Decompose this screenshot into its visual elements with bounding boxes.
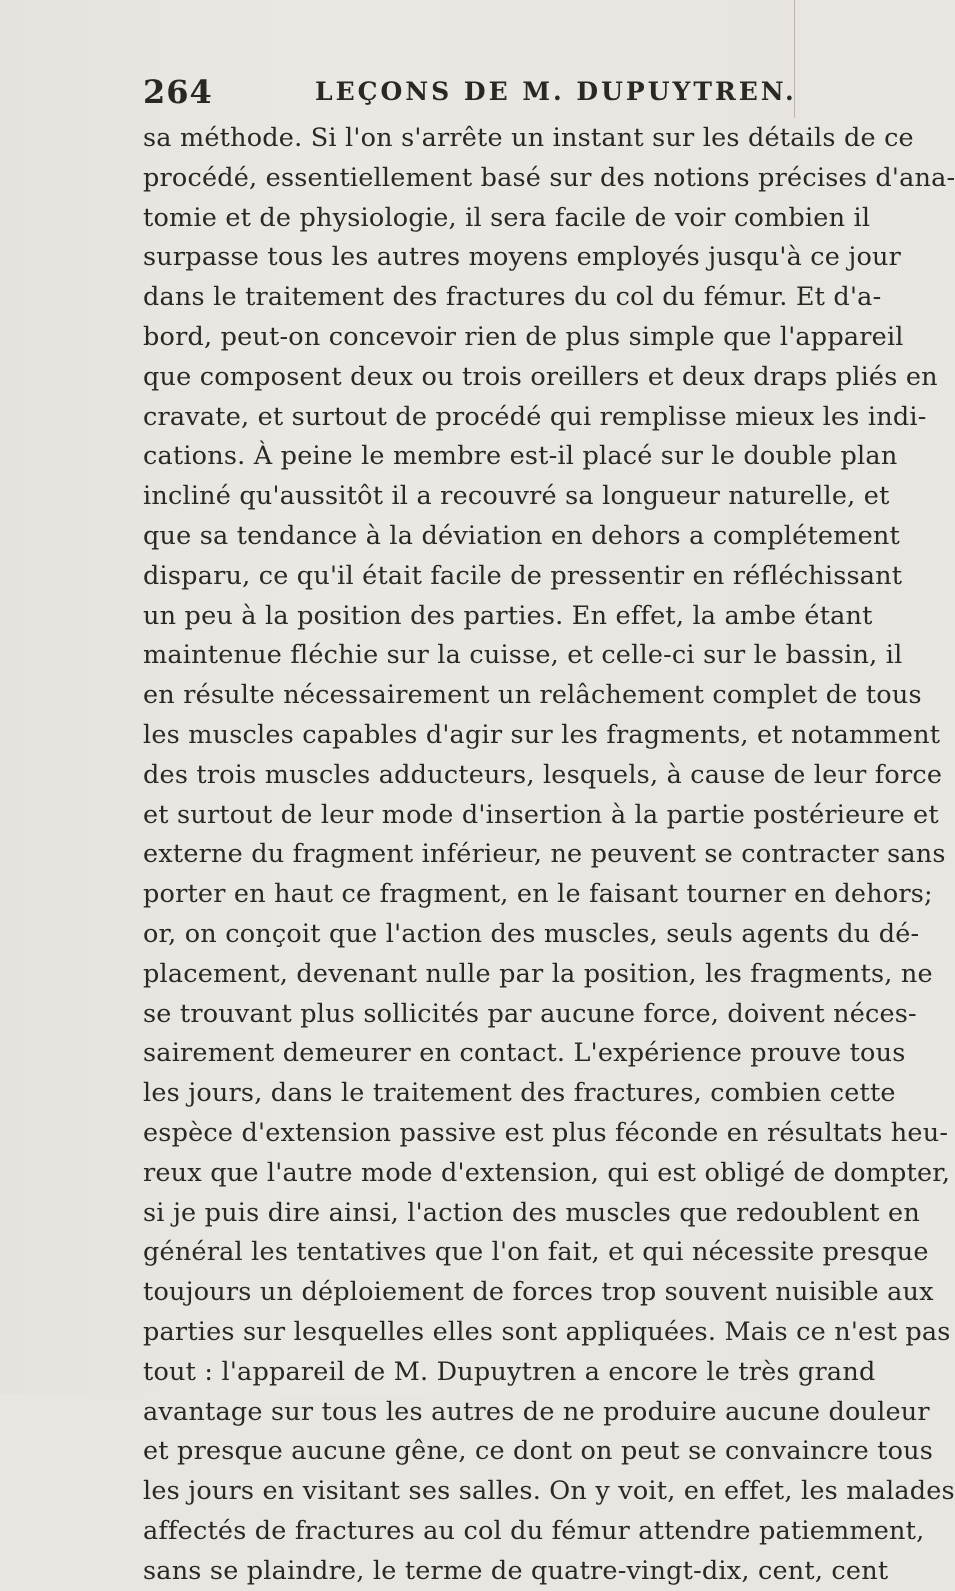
text-line: en résulte nécessairement un relâchement complet de tous — [143, 680, 922, 711]
text-line: porter en haut ce fragment, en le faisant tourner en dehors; — [143, 879, 933, 910]
text-line: sairement demeurer en contact. L'expérience prouve tous — [143, 1038, 906, 1069]
text-line: incliné qu'aussitôt il a recouvré sa longueur naturelle, et — [143, 481, 890, 512]
text-line: maintenue fléchie sur la cuisse, et celle-ci sur le bassin, il — [143, 640, 903, 671]
text-line: si je puis dire ainsi, l'action des muscles que redoublent en — [143, 1197, 920, 1228]
text-line: se trouvant plus sollicités par aucune force, doivent néces- — [143, 998, 917, 1029]
text-line: espèce d'extension passive est plus féconde en résultats heu- — [143, 1117, 949, 1148]
text-line: un peu à la position des parties. En effet, la ambe étant — [143, 600, 873, 631]
text-line: reux que l'autre mode d'extension, qui est obligé de dompter, — [143, 1157, 951, 1188]
text-line: placement, devenant nulle par la position, les fragments, ne — [143, 958, 933, 989]
text-line: des trois muscles adducteurs, lesquels, à cause de leur force — [143, 759, 943, 790]
text-line: et presque aucune gêne, ce dont on peut se convaincre tous — [143, 1436, 934, 1467]
body-text — [143, 119, 955, 1591]
text-line: les jours en visitant ses salles. On y voit, en effet, les malades — [143, 1476, 955, 1507]
text-line: les jours, dans le traitement des fractures, combien cette — [143, 1078, 896, 1109]
text-line: bord, peut-on concevoir rien de plus simple que l'appareil — [143, 321, 904, 352]
text-line: avantage sur tous les autres de ne produire aucune douleur — [143, 1396, 930, 1427]
running-head: LEÇONS DE M. DUPUYTREN. — [315, 77, 797, 106]
text-line: sa méthode. Si l'on s'arrête un instant sur les détails de ce — [143, 123, 914, 153]
text-line: tomie et de physiologie, il sera facile de voir combien il — [143, 202, 871, 233]
text-line: externe du fragment inférieur, ne peuvent se contracter sans — [143, 839, 946, 870]
text-line: cravate, et surtout de procédé qui remplisse mieux les indi- — [143, 401, 927, 432]
text-line: et surtout de leur mode d'insertion à la partie postérieure et — [143, 799, 939, 830]
text-line: affectés de fractures au col du fémur attendre patiemment, — [143, 1515, 925, 1546]
text-line: parties sur lesquelles elles sont appliquées. Mais ce n'est pas — [143, 1316, 951, 1347]
text-line: surpasse tous les autres moyens employés jusqu'à ce jour — [143, 242, 902, 273]
text-line: que sa tendance à la déviation en dehors a complétement — [143, 520, 900, 551]
text-line: toujours un déploiement de forces trop souvent nuisible aux — [143, 1277, 934, 1308]
page-header — [143, 70, 797, 114]
text-line: dans le traitement des fractures du col du fémur. Et d'a- — [143, 282, 882, 313]
page-number: 264 — [143, 73, 213, 111]
text-line: procédé, essentiellement basé sur des notions précises d'ana- — [143, 162, 955, 193]
text-line: or, on conçoit que l'action des muscles, seuls agents du dé- — [143, 918, 920, 949]
text-line: que composent deux ou trois oreillers et deux draps pliés en — [143, 361, 938, 392]
text-line: tout : l'appareil de M. Dupuytren a encore le très grand — [143, 1356, 876, 1387]
text-line: général les tentatives que l'on fait, et qui nécessite presque — [143, 1237, 929, 1268]
text-line: cations. À peine le membre est-il placé sur le double plan — [143, 441, 898, 472]
text-line: sans se plaindre, le terme de quatre-vingt-dix, cent, cent — [143, 1555, 889, 1586]
text-line: les muscles capables d'agir sur les fragments, et notamment — [143, 719, 941, 750]
text-line: disparu, ce qu'il était facile de pressentir en réfléchissant — [143, 560, 903, 591]
